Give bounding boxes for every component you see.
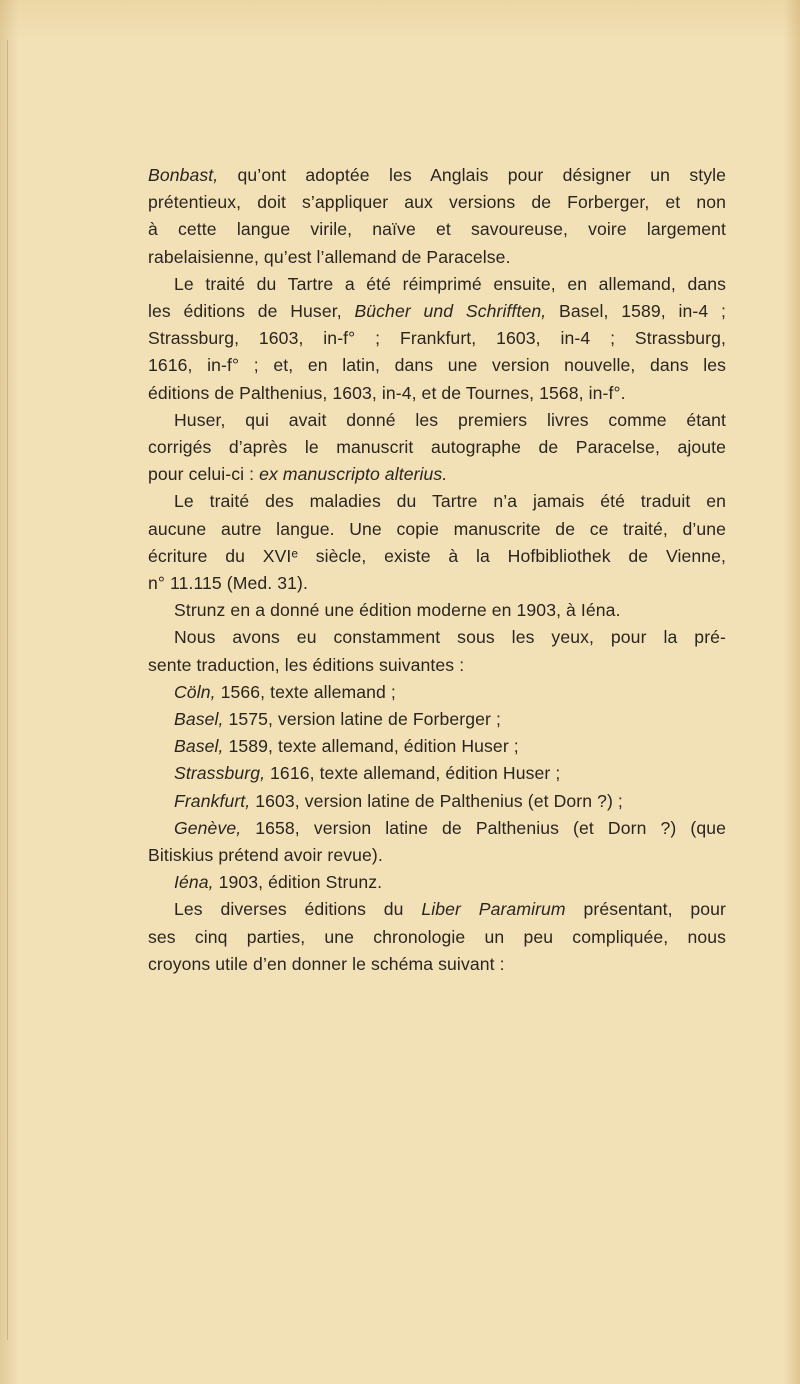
text-segment: 1603, version latine de Palthenius (et Dorn ?) ; xyxy=(250,790,623,811)
paragraph xyxy=(148,896,726,978)
italic-text: Cöln, xyxy=(174,681,216,702)
text-line xyxy=(148,597,726,624)
text-line xyxy=(148,244,726,271)
text-segment: Les diverses éditions du xyxy=(174,899,422,920)
text-segment: croyons utile d’en donner le schéma suivant : xyxy=(148,953,505,974)
text-segment: Le traité des maladies du Tartre n’a jamais été traduit en xyxy=(174,491,726,512)
text-line xyxy=(148,815,726,842)
text-segment: écriture du XVIᵉ siècle, existe à la Hofbibliothek de Vienne, xyxy=(148,545,726,566)
text-line xyxy=(148,924,726,951)
italic-text: Liber Paramirum xyxy=(421,899,566,920)
text-segment: éditions de Palthenius, 1603, in-4, et de Tournes, 1568, in-f°. xyxy=(148,382,626,403)
text-segment: Nous avons eu constamment sous les yeux, pour la pré- xyxy=(174,627,726,648)
text-line xyxy=(148,461,726,488)
text-segment: 1575, version latine de Forberger ; xyxy=(223,709,501,730)
text-segment: 1566, texte allemand ; xyxy=(215,681,396,702)
paragraph xyxy=(148,624,726,678)
text-line xyxy=(148,434,726,461)
italic-text: Basel, xyxy=(174,709,224,730)
text-line xyxy=(148,380,726,407)
text-line xyxy=(148,543,726,570)
text-segment: pour celui-ci : xyxy=(148,464,260,485)
paragraph xyxy=(148,488,726,597)
text-line xyxy=(148,760,726,787)
text-line xyxy=(148,189,726,216)
text-line xyxy=(148,624,726,651)
text-line xyxy=(148,516,726,543)
text-segment: 1616, texte allemand, édition Huser ; xyxy=(265,763,561,784)
text-segment: n° 11.115 (Med. 31). xyxy=(148,573,308,594)
paragraph xyxy=(148,162,726,271)
text-line xyxy=(148,570,726,597)
paragraph xyxy=(148,706,726,733)
text-segment: ses cinq parties, une chronologie un peu compliquée, nous xyxy=(148,926,726,947)
text-line xyxy=(148,352,726,379)
paragraph xyxy=(148,733,726,760)
text-segment: qu’ont adoptée les Anglais pour désigner un style xyxy=(218,165,726,185)
paragraph xyxy=(148,869,726,896)
text-segment: Bitiskius prétend avoir revue). xyxy=(148,845,383,866)
text-line xyxy=(148,271,726,298)
text-segment: sente traduction, les éditions suivantes : xyxy=(148,654,465,675)
text-segment: prétentieux, doit s’appliquer aux versions de Forberger, et non xyxy=(148,192,726,213)
text-segment: à cette langue virile, naïve et savoureuse, voire largement xyxy=(148,219,726,240)
paragraph xyxy=(148,788,726,815)
text-segment: les éditions de Huser, xyxy=(148,301,355,322)
text-line xyxy=(148,706,726,733)
italic-text: Bonbast, xyxy=(148,165,219,185)
text-segment: Basel, 1589, in-4 ; xyxy=(546,301,726,322)
text-line xyxy=(148,951,726,978)
italic-text: Basel, xyxy=(174,736,224,757)
text-line xyxy=(148,488,726,515)
text-segment: présentant, pour xyxy=(565,899,726,920)
paragraph xyxy=(148,597,726,624)
text-line xyxy=(148,162,726,189)
text-line xyxy=(148,216,726,243)
paragraph xyxy=(148,271,726,407)
page-edge-shadow xyxy=(7,40,8,1340)
text-segment: Le traité du Tartre a été réimprimé ensuite, en allemand, dans xyxy=(174,273,726,294)
text-segment: 1589, texte allemand, édition Huser ; xyxy=(223,736,519,757)
text-segment: 1903, édition Strunz. xyxy=(213,872,383,893)
text-segment: 1658, version latine de Palthenius (et Dorn ?) (que xyxy=(241,817,726,838)
text-segment: aucune autre langue. Une copie manuscrite de ce traité, d’une xyxy=(148,518,726,539)
italic-text: Bücher und Schrifften, xyxy=(354,301,547,322)
italic-text: Iéna, xyxy=(174,872,214,893)
italic-text: Strassburg, xyxy=(174,763,266,784)
italic-text: Frankfurt, xyxy=(174,790,251,811)
text-line xyxy=(148,733,726,760)
text-line xyxy=(148,788,726,815)
text-line xyxy=(148,407,726,434)
text-segment: Strunz en a donné une édition moderne en 1903, à Iéna. xyxy=(174,600,621,621)
text-segment: rabelaisienne, qu’est l’allemand de Paracelse. xyxy=(148,246,511,267)
text-segment: Strassburg, 1603, in-f° ; Frankfurt, 1603, in-4 ; Strassburg, xyxy=(148,328,726,349)
body-text xyxy=(148,162,726,978)
text-line xyxy=(148,325,726,352)
text-segment: 1616, in-f° ; et, en latin, dans une version nouvelle, dans les xyxy=(148,355,726,376)
text-line xyxy=(148,679,726,706)
paragraph xyxy=(148,679,726,706)
paragraph xyxy=(148,815,726,869)
text-line xyxy=(148,896,726,923)
paragraph xyxy=(148,407,726,489)
text-segment: corrigés d’après le manuscrit autographe de Paracelse, ajoute xyxy=(148,437,726,458)
text-segment: Huser, qui avait donné les premiers livres comme étant xyxy=(174,409,726,430)
paragraph xyxy=(148,760,726,787)
text-line xyxy=(148,869,726,896)
text-line xyxy=(148,298,726,325)
italic-text: Genève, xyxy=(174,817,242,838)
italic-text: ex manuscripto alterius. xyxy=(259,464,448,485)
text-line xyxy=(148,652,726,679)
text-line xyxy=(148,842,726,869)
